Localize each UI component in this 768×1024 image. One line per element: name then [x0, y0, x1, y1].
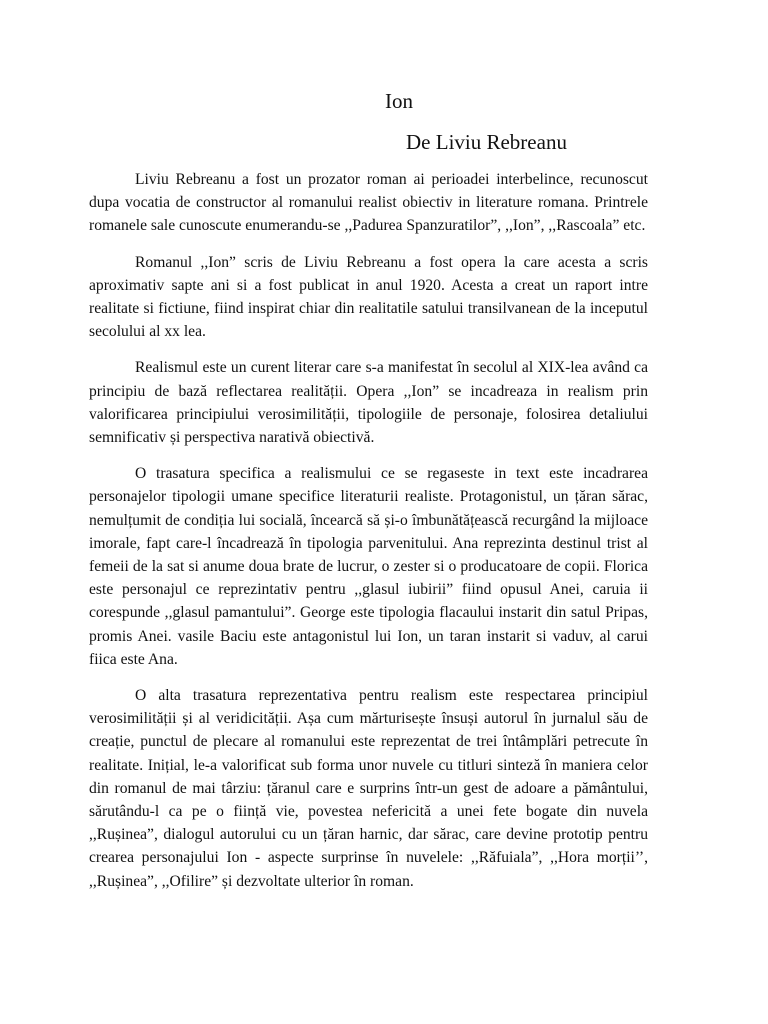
paragraph-novel-context: Romanul ,,Ion” scris de Liviu Rebreanu a fost opera la care acesta a scris aproximativ sapte ani si a fost publicat in anul 1920. Acesta a creat un raport intre realitate si fictiune, fiind inspirat chiar din realitatile satului transilvanean de la inceputul secolului al xx lea. — [89, 253, 648, 341]
document-title: Ion — [385, 89, 413, 113]
paragraph-verisimilitude: O alta trasatura reprezentativa pentru realism este respectarea principiul verosimilității și al veridicității. Așa cum mărturisește însuși autorul în jurnalul său de creație, punctul de plecare al romanului este reprezentat de trei întâmplări petrecute în realitate. Inițial, le-a valorificat sub forma unor nuvele cu titluri sinteză în maniera celor din romanul de mai târziu: țăranul care e surprins într-un gest de adoare a pământului, sărutându-l ca pe o ființă vie, povestea nefericită a unei fete bogate din nuvela ,,Rușinea”, dialogul autorului cu un țăran harnic, dar sărac, care devine prototip pentru crearea personajului Ion - aspecte surprinse în nuvelele: ,,Răfuiala”, ,,Hora morții’’, ,,Rușinea”, ,,Ofilire” și dezvoltate ulterior în roman. — [89, 687, 648, 890]
document-body — [89, 168, 648, 906]
document-subtitle: De Liviu Rebreanu — [406, 130, 567, 154]
paragraph-character-types: O trasatura specifica a realismului ce se regaseste in text este incadrarea personajelor tipologii umane specifice literaturii realiste. Protagonistul, un țăran sărac, nemulțumit de condiția lui socială, încearcă să și-o îmbunătățească recurgând la mijloace imorale, fapt care-l încadrează în tipologia parvenitului. Ana reprezinta destinul trist al femeii de la sat si anume doua brate de lucrur, o zester si o producatoare de copii. Florica este personajul ce reprezintativ pentru ,,glasul iubirii” fiind opusul Anei, caruia ii corespunde ,,glasul pamantului”. George este tipologia flacaului instarit din satul Pripas, promis Anei. vasile Baciu este antagonistul lui Ion, un taran instarit si vaduv, al carui fiica este Ana. — [89, 465, 648, 668]
paragraph-intro: Liviu Rebreanu a fost un prozator roman ai perioadei interbelince, recunoscut dupa vocatia de constructor al romanului realist obiectiv in literature romana. Printrele romanele sale cunoscute enumerandu-se ,,Padurea Spanzuratilor”, ,,Ion”, ,,Rascoala” etc. — [89, 171, 648, 235]
paragraph-realism: Realismul este un curent literar care s-a manifestat în secolul al XIX-lea având ca principiu de bază reflectarea realității. Opera ,,Ion” se incadreaza in realism prin valorificarea principiului verosimilității, tipologiile de personaje, folosirea detaliului semnificativ și perspectiva narativă obiectivă. — [89, 359, 648, 447]
